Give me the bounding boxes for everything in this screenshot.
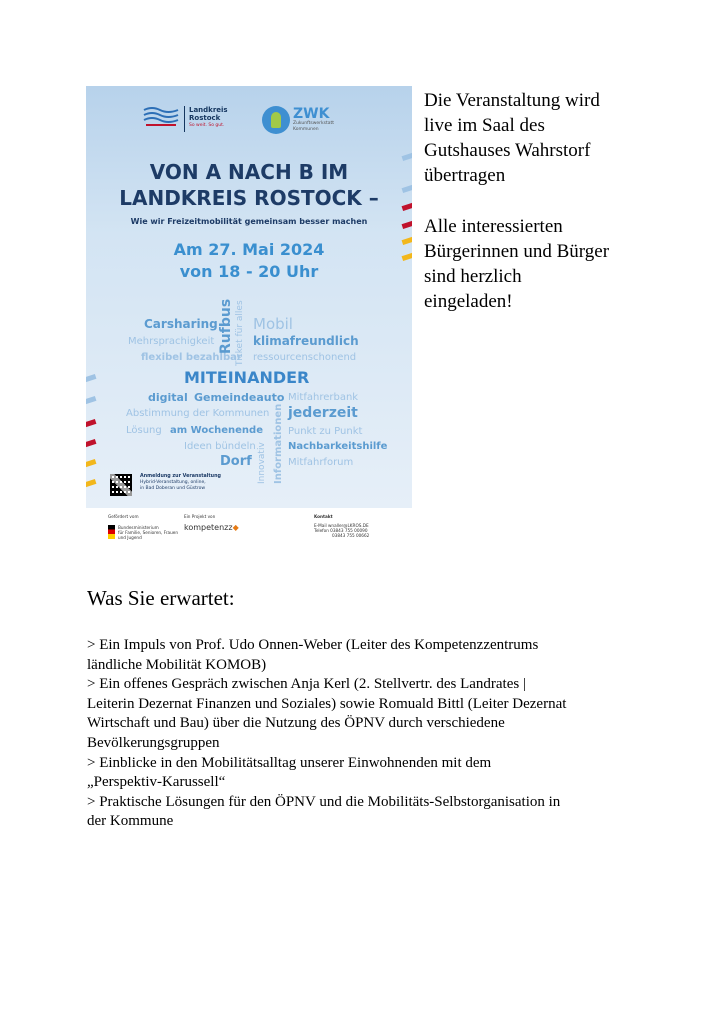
kompetenzz-mark-icon: ◆ bbox=[232, 523, 239, 532]
word-rufbus: Rufbus bbox=[218, 298, 234, 354]
word-mitfahrforum: Mitfahrforum bbox=[288, 457, 354, 468]
zwk-sub1: Zukunftswerkstatt bbox=[293, 121, 335, 126]
agenda-line: > Einblicke in den Mobilitätsalltag unserer Einwohnenden mit dem bbox=[87, 754, 492, 771]
word-nachbarschaft: Nachbarkeitshilfe bbox=[288, 441, 388, 452]
word-wochenende: am Wochenende bbox=[170, 425, 263, 436]
decor-stripe bbox=[86, 396, 96, 405]
zwk-logo bbox=[262, 106, 334, 134]
poster-title-line1: VON A NACH B IM bbox=[149, 160, 349, 184]
word-punkt: Punkt zu Punkt bbox=[288, 426, 363, 437]
word-ideen: Ideen bündeln bbox=[184, 441, 256, 452]
word-mehrsprachigkeit: Mehrsprachigkeit bbox=[128, 336, 215, 347]
side-line: Alle interessierten bbox=[424, 216, 563, 237]
side-line: Bürgerinnen und Bürger bbox=[424, 241, 610, 262]
agenda-list bbox=[87, 636, 647, 832]
word-ressourcen: ressourcenschonend bbox=[253, 352, 357, 363]
side-line: live im Saal des bbox=[424, 115, 545, 136]
project-label: Ein Projekt von bbox=[184, 514, 216, 519]
poster-subtitle: Wie wir Freizeitmobilität gemeinsam besser machen bbox=[130, 217, 368, 226]
decor-stripe bbox=[86, 479, 96, 488]
logo-divider bbox=[184, 106, 185, 132]
word-innovativ: Innovativ bbox=[257, 442, 267, 484]
zwk-emblem-icon bbox=[262, 106, 290, 134]
word-dorf: Dorf bbox=[220, 454, 252, 469]
word-carsharing: Carsharing bbox=[144, 317, 218, 331]
logo-landkreis-line2: Rostock bbox=[189, 114, 221, 122]
logo-landkreis-line1: Landkreis bbox=[189, 106, 228, 114]
word-loesung: Lösung bbox=[126, 425, 162, 436]
agenda-line: Bevölkerungsgruppen bbox=[87, 734, 220, 751]
side-line: eingeladen! bbox=[424, 291, 513, 312]
word-ticket: Ticket für alles bbox=[235, 300, 245, 366]
funded-label: Gefördert vom bbox=[108, 514, 139, 519]
word-klimafreundlich: klimafreundlich bbox=[253, 334, 359, 348]
zwk-sub2: Kommunen bbox=[293, 126, 319, 132]
poster-time: von 18 - 20 Uhr bbox=[179, 262, 319, 281]
zwk-title: ZWK bbox=[293, 106, 330, 122]
decor-stripe bbox=[86, 439, 96, 448]
decor-stripe bbox=[86, 459, 96, 468]
agenda-line: > Ein Impuls von Prof. Udo Onnen-Weber (Leiter des Kompetenzzentrums bbox=[87, 637, 539, 653]
side-line: sind herzlich bbox=[424, 266, 522, 287]
contact-label: Kontakt bbox=[314, 514, 333, 519]
registration-line2: in Bad Doberan und Güstrow bbox=[140, 486, 206, 491]
agenda-line: der Kommune bbox=[87, 813, 174, 830]
landkreis-rostock-logo bbox=[142, 106, 228, 132]
broadcast-note bbox=[424, 88, 600, 188]
agenda-line: ländliche Mobilität KOMOB) bbox=[87, 656, 267, 673]
registration-info bbox=[140, 474, 221, 492]
word-mitfahrerbank: Mitfahrerbank bbox=[288, 392, 359, 403]
agenda-line: > Praktische Lösungen für den ÖPNV und die Mobilitäts-Selbstorganisation in bbox=[87, 793, 561, 810]
word-mobil: Mobil bbox=[253, 315, 293, 333]
side-line: Gutshauses Wahrstorf bbox=[424, 140, 591, 161]
agenda-line: > Ein offenes Gespräch zwischen Anja Kerl (2. Stellvertr. des Landrates | bbox=[87, 676, 526, 693]
logo-slogan: So weit. So gut. bbox=[189, 123, 225, 128]
poster-title-line2: LANDKREIS ROSTOCK – bbox=[119, 186, 379, 210]
registration-line1: Hybrid-Veranstaltung, online, bbox=[140, 480, 206, 485]
word-abstimmung: Abstimmung der Kommunen bbox=[126, 408, 270, 419]
side-line: übertragen bbox=[424, 165, 506, 186]
invitation-note bbox=[424, 214, 609, 314]
poster-date: Am 27. Mai 2024 bbox=[173, 240, 325, 259]
section-heading: Was Sie erwartet: bbox=[87, 586, 235, 610]
kompetenzz-logo: kompetenzz◆ bbox=[184, 523, 239, 532]
registration-title: Anmeldung zur Veranstaltung bbox=[140, 474, 221, 479]
decor-stripe bbox=[86, 374, 96, 383]
word-flexibel: flexibel bezahlbar bbox=[141, 352, 242, 363]
event-poster bbox=[86, 86, 412, 508]
contact-details: E-Mail wnaller@LKROS.DE Telefon 03843 755 00090 03843 755 00662 bbox=[314, 523, 370, 538]
qr-code bbox=[110, 474, 132, 496]
poster-footer bbox=[86, 508, 412, 550]
ministry-name: Bundesministerium für Familie, Senioren, Frauen und Jugend bbox=[118, 525, 178, 540]
federal-eagle-icon bbox=[108, 525, 115, 539]
word-gemeindeauto: Gemeindeauto bbox=[194, 391, 285, 404]
word-digital: digital bbox=[148, 391, 188, 404]
agenda-line: Leiterin Dezernat Finanzen und Soziales) sowie Romuald Bittl (Leiter Dezernat bbox=[87, 695, 567, 712]
word-informationen: Informationen bbox=[273, 403, 284, 484]
word-jederzeit: jederzeit bbox=[288, 405, 358, 421]
agenda-line: „Perspektiv-Karussell“ bbox=[87, 774, 226, 791]
side-line: Die Veranstaltung wird bbox=[424, 90, 600, 111]
word-miteinander: MITEINANDER bbox=[184, 368, 310, 387]
waves-icon bbox=[142, 106, 180, 128]
decor-stripe bbox=[86, 419, 96, 428]
agenda-line: Wirtschaft und Bau) über die Nutzung des ÖPNV durch verschiedene bbox=[87, 715, 505, 732]
